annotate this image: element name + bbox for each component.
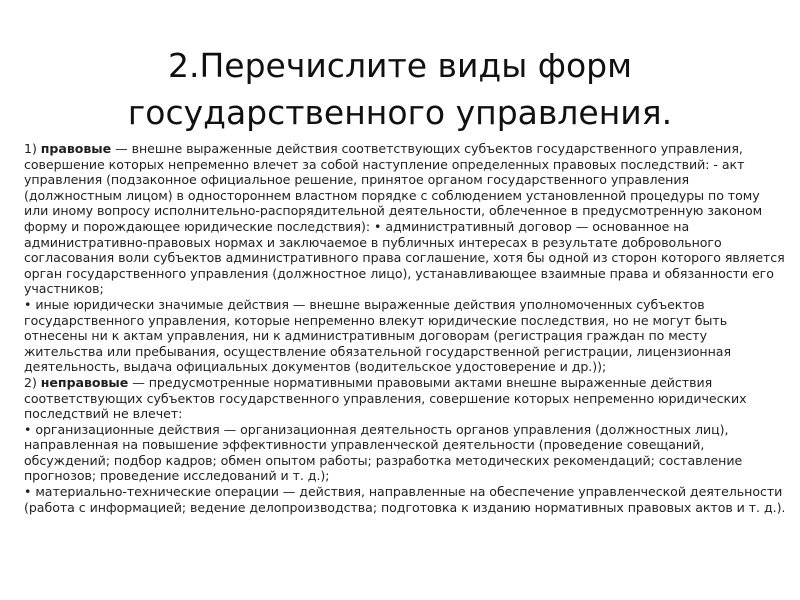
item-number: 1)	[24, 141, 41, 156]
item-number: 2)	[24, 374, 41, 390]
term-legal: правовые	[40, 141, 112, 156]
term-non-legal: неправовые	[40, 374, 129, 390]
paragraph-other-legal-actions: • иные юридически значимые действия — внешне выраженные действия уполномоченных субъектов государственного управления, которые непременно влекут юридические последствия, но не могут быть отнесены ни к актам управления, ни к административным договорам (регистрация граждан по месту жительства или пребывания, осуществление обязательной государственной регистрации, лицензионная деятельность, выдача официальных документов (водительское удостоверение и др.));	[24, 296, 731, 375]
paragraph-text: — предусмотренные нормативными правовыми актами внешне выраженные действия соответствующих субъектов государственного управления, совершение которых непременно юридических последствий не влечет:	[24, 374, 747, 422]
paragraph-text: — внешне выраженные действия соответствующих субъектов государственного управления, совершение которых непременно влечет за собой наступление определенных правовых последствий: - акт управления (подзаконное официальное решение, принятое органом государственного управления (должностным лицом) в одностороннем властном порядке с соблюдением установленной процедуры по тому или иному вопросу исполнительно-распорядительной деятельности, облеченное в предусмотренную законом форму и порождающее юридические последствия): • административный договор — основанное на административно-правовых нормах и заключаемое в публичных интересах в результате добровольного согласования воли субъектов административного права соглашение, хотя бы одной из сторон которого является орган государственного управления (должностное лицо), устанавливающее взаимные права и обязанности его участников;	[24, 141, 785, 297]
paragraph-organizational-actions: • организационные действия — организационная деятельность органов управления (должностных лиц), направленная на повышение эффективности управленческой деятельности (проведение совещаний, обсуждений; подбор кадров; обмен опытом работы; разработка методических рекомендаций; составление прогнозов; проведение исследований и т. д.);	[24, 421, 743, 484]
slide-title	[0, 42, 800, 136]
paragraph-non-legal-forms	[24, 375, 786, 422]
title-line-2: государственного управления.	[127, 93, 673, 133]
paragraph-legal-forms	[24, 141, 786, 297]
title-line-1: 2.Перечислите виды форм	[168, 46, 632, 86]
slide-body	[24, 141, 786, 515]
paragraph-technical-operations: • материально-технические операции — действия, направленные на обеспечение управленческой деятельности (работа с информацией; ведение делопроизводства; подготовка к изданию нормативных правовых актов и т. д.).	[24, 484, 786, 515]
